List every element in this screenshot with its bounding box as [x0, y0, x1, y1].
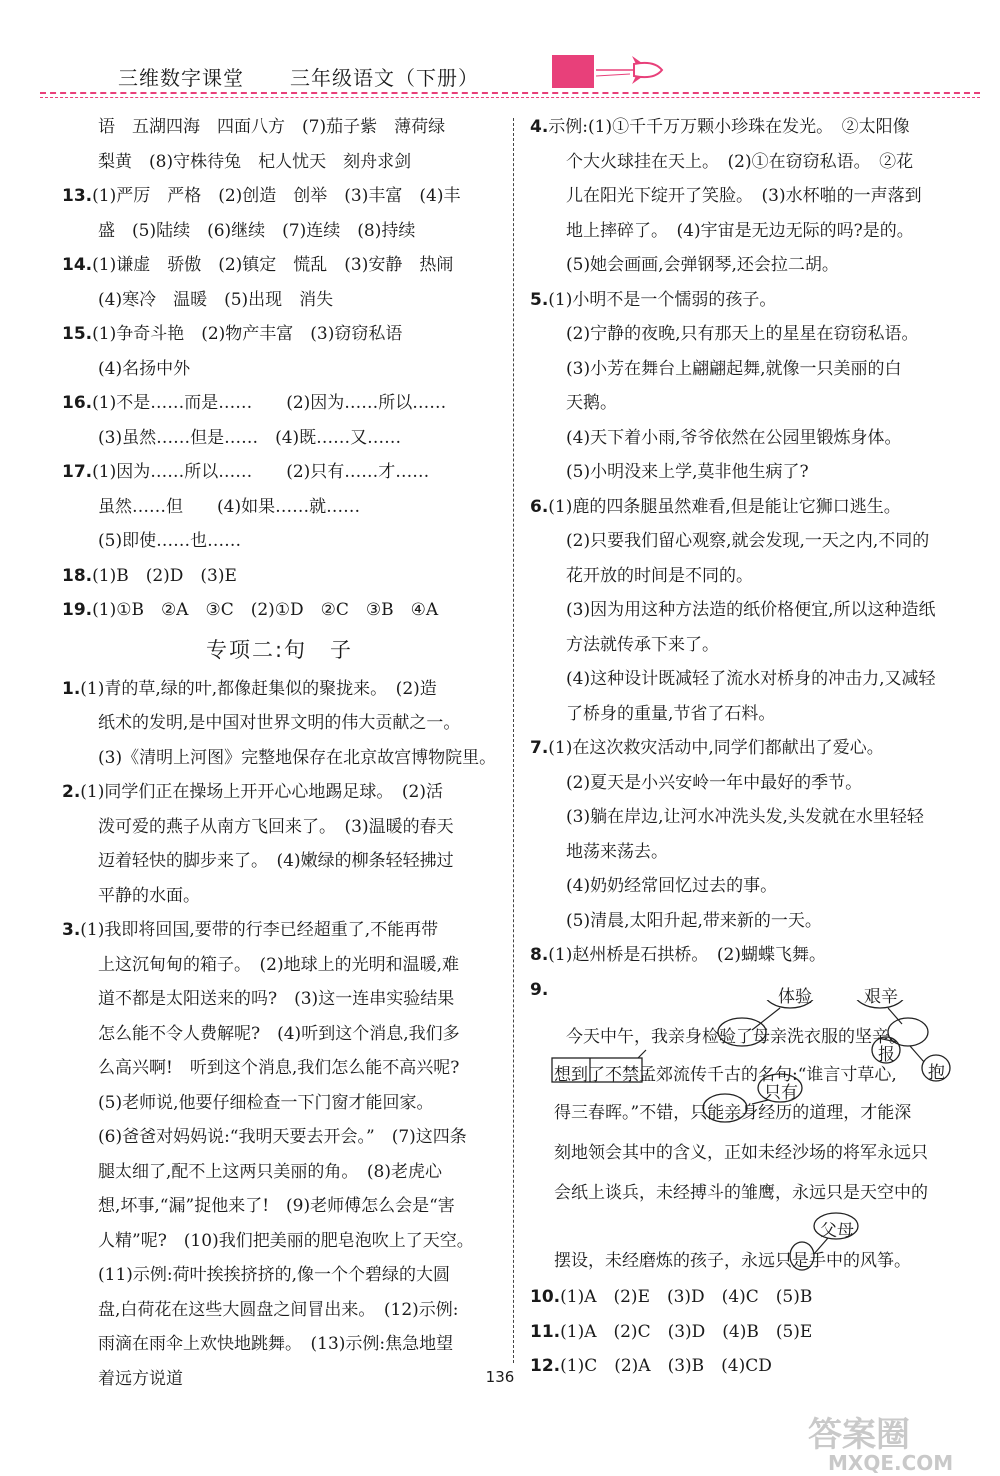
answer-line: (1)A (2)C (3)D (4)B (5)E: [560, 1321, 813, 1342]
answer-line: (1)我即将回国,要带的行李已经超重了,不能再带: [80, 920, 439, 940]
passage-line: 今天中午，我亲身检验了母亲洗衣服的坚辛。: [566, 1027, 906, 1047]
answer-line: (1)在这次救灾活动中,同学们都献出了爱心。: [548, 738, 884, 758]
correction-mark: 抱: [928, 1063, 945, 1083]
answer-line: (1)谦虚 骄傲 (2)镇定 慌乱 (3)安静 热闹: [92, 255, 454, 275]
answer-line: (5)老师说,他要仔细检查一下门窗才能回家。: [98, 1092, 434, 1113]
question-18: [62, 559, 497, 594]
question-number: 7.: [530, 738, 549, 758]
answer-line: (2)只要我们留心观察,就会发现,一天之内,不同的: [566, 531, 930, 551]
book-title: 三年级语文（下册）: [290, 66, 479, 90]
answer-line: (11)示例:荷叶挨挨挤挤的,像一个个碧绿的大圆: [98, 1265, 451, 1285]
question-17: [62, 455, 497, 559]
answer-line: (6)爸爸对妈妈说:“我明天要去开会。” (7)这四条: [98, 1127, 467, 1147]
header-divider: [40, 92, 980, 94]
question-number: 11.: [530, 1321, 561, 1342]
answer-line: (1)①B ②A ③C (2)①D ②C ③B ④A: [92, 600, 439, 620]
question-16: [62, 386, 497, 455]
sentence-question-4: [530, 110, 970, 283]
question-number: 9.: [530, 979, 549, 1000]
question-number: 19.: [62, 600, 93, 620]
answer-line: 花开放的时间是不同的。: [566, 565, 753, 586]
series-title: 三维数字课堂: [118, 66, 244, 90]
question-number: 10.: [530, 1287, 561, 1307]
answer-line: (3)躺在岸边,让河水冲洗头发,头发就在水里轻轻: [566, 807, 924, 827]
answer-line: 儿在阳光下绽开了笑脸。 (3)水杯啪的一声落到: [566, 186, 922, 206]
question-19: [62, 593, 497, 628]
sentence-question-6: [530, 490, 970, 732]
answer-line: 示例:(1)①千千万万颗小珍珠在发光。 ②太阳像: [548, 117, 910, 137]
answer-line: 人精”呢? (10)我们把美丽的肥皂泡吹上了天空。: [98, 1230, 474, 1251]
passage-line: 刻地领会其中的含义，正如未经沙场的将军永远只: [554, 1143, 928, 1163]
question-13: [62, 179, 497, 248]
sentence-question-2: [62, 775, 497, 913]
answer-line: (1)不是……而是…… (2)因为……所以……: [92, 393, 447, 413]
answer-line: (1)小明不是一个懦弱的孩子。: [548, 289, 777, 310]
question-number: 3.: [62, 920, 81, 940]
passage-line: 想到了不禁孟郊流传千古的名句:“谁言寸草心,: [554, 1065, 897, 1085]
answer-line: 天鹅。: [566, 393, 617, 413]
answer-line: (4)名扬中外: [98, 358, 191, 379]
question-number: 2.: [62, 782, 81, 802]
question-number: 12.: [530, 1356, 561, 1376]
answer-line: (1)B (2)D (3)E: [92, 565, 237, 586]
answer-line: 上这沉甸甸的箱子。 (2)地球上的光明和温暖,难: [98, 954, 459, 975]
left-column: [62, 110, 497, 1396]
sentence-question-7: [530, 731, 970, 938]
question-15: [62, 317, 497, 386]
pink-banner-block: [552, 55, 594, 88]
answer-line: 想,坏事,“漏”捉他来了! (9)老师傅怎么会是“害: [98, 1196, 455, 1216]
answer-line: 语 五湖四海 四面八方 (7)茄子紫 薄荷绿: [98, 117, 446, 137]
right-column: [530, 110, 970, 1007]
answer-line: (4)奶奶经常回忆过去的事。: [566, 876, 778, 896]
answer-line: (4)寒冷 温暖 (5)出现 消失: [98, 289, 334, 310]
answer-line: (1)因为……所以…… (2)只有……才……: [92, 462, 430, 482]
passage-line: 得三春晖。”不错，只能亲身经历的道理，才能深: [554, 1103, 912, 1123]
answer-line: 个大火球挂在天上。 (2)①在窃窃私语。 ②花: [566, 151, 914, 172]
proofreading-passage: [530, 987, 970, 1285]
answer-line: 泼可爱的燕子从南方飞回来了。 (3)温暖的春天: [98, 816, 454, 837]
correction-mark: 报: [878, 1045, 895, 1065]
answer-line: (5)她会画画,会弹钢琴,还会拉二胡。: [566, 255, 839, 275]
question-number: 15.: [62, 324, 93, 344]
question-number: 5.: [530, 289, 549, 310]
question-number: 6.: [530, 496, 549, 517]
answer-line: 方法就传承下来了。: [566, 634, 719, 655]
answer-line: (1)严厉 严格 (2)创造 创举 (3)丰富 (4)丰: [92, 186, 461, 206]
passage-line: 会纸上谈兵，未经搏斗的雏鹰，永远只是天空中的: [554, 1183, 928, 1203]
correction-mark: 体验: [778, 987, 812, 1007]
page-header: [0, 0, 1000, 100]
answer-line: (2)宁静的夜晚,只有那天上的星星在窃窃私语。: [566, 324, 919, 344]
correction-mark: 艰辛: [864, 987, 898, 1007]
answer-line: 了桥身的重量,节省了石料。: [566, 703, 776, 724]
answer-line: (1)同学们正在操场上开开心心地踢足球。 (2)活: [80, 782, 443, 802]
answer-line: (1)青的草,绿的叶,都像赶集似的聚拢来。 (2)造: [80, 678, 437, 699]
section-title: 专项二:句 子: [205, 637, 354, 662]
answer-line: 迈着轻快的脚步来了。 (4)嫩绿的柳条轻轻拂过: [98, 851, 454, 871]
answer-line: (5)即使……也……: [98, 531, 242, 551]
question-number: 8.: [530, 945, 549, 965]
answer-line: (1)争奇斗艳 (2)物产丰富 (3)窃窃私语: [92, 324, 403, 344]
question-14: [62, 248, 497, 317]
answer-line: (3)《清明上河图》完整地保存在北京故宫博物院里。: [98, 747, 497, 768]
answer-line: (5)小明没来上学,莫非他生病了?: [566, 462, 809, 482]
sentence-question-3: [62, 913, 497, 1396]
answer-line: (4)这种设计既减轻了流水对桥身的冲击力,又减轻: [566, 669, 936, 689]
answer-line: (1)A (2)E (3)D (4)C (5)B: [560, 1287, 813, 1307]
answer-line: (3)小芳在舞台上翩翩起舞,就像一只美丽的白: [566, 358, 902, 379]
answer-line: 雨滴在雨伞上欢快地跳舞。 (13)示例:焦急地望: [98, 1334, 454, 1354]
answer-line: (3)虽然……但是…… (4)既……又……: [98, 427, 402, 448]
answer-line: 腿太细了,配不上这两只美丽的角。 (8)老虎心: [98, 1161, 442, 1182]
answer-line: (5)清晨,太阳升起,带来新的一天。: [566, 910, 822, 931]
question-number: 13.: [62, 186, 93, 206]
answer-line: 纸术的发明,是中国对世界文明的伟大贡献之一。: [98, 713, 461, 733]
answer-line: 道不都是太阳送来的吗? (3)这一连串实验结果: [98, 989, 455, 1009]
answer-line: 怎么能不令人费解呢? (4)听到这个消息,我们多: [98, 1023, 460, 1044]
watermark-logo: [800, 1408, 990, 1474]
answer-line: 么高兴啊! 听到这个消息,我们怎么能不高兴呢?: [98, 1058, 460, 1078]
question-number: 1.: [62, 678, 81, 699]
header-divider-thin: [40, 97, 980, 98]
rocket-icon: [594, 50, 664, 90]
answer-line: (1)赵州桥是石拱桥。 (2)蝴蝶飞舞。: [548, 945, 826, 965]
question-number: 18.: [62, 565, 93, 586]
question-number: 14.: [62, 255, 93, 275]
answer-line: 虽然……但 (4)如果……就……: [98, 496, 361, 517]
question-number: 17.: [62, 462, 93, 482]
passage-line: 摆设，未经磨炼的孩子，永远只是手中的风筝。: [554, 1251, 911, 1271]
sentence-question-8: [530, 938, 970, 973]
column-divider: [513, 118, 514, 1363]
answer-line: 地上摔碎了。 (4)宇宙是无边无际的吗?是的。: [566, 220, 914, 241]
question-number: 4.: [530, 117, 549, 137]
answer-line: (3)因为用这种方法造的纸价格便宜,所以这种造纸: [566, 600, 936, 620]
sentence-question-1: [62, 672, 497, 776]
page-number: 136: [485, 1368, 515, 1386]
sentence-question-5: [530, 283, 970, 490]
answer-line: 地荡来荡去。: [566, 841, 668, 862]
correction-mark: 只有: [764, 1083, 798, 1103]
answer-line: (1)鹿的四条腿虽然难看,但是能让它狮口逃生。: [548, 496, 901, 517]
answer-line: 盘,白荷花在这些大圆盘之间冒出来。 (12)示例:: [98, 1299, 459, 1320]
answer-line: (1)C (2)A (3)B (4)CD: [560, 1356, 772, 1376]
watermark-url: MXQE.COM: [828, 1451, 954, 1474]
question-number: 16.: [62, 393, 93, 413]
answer-line: 梨黄 (8)守株待兔 杞人忧天 刻舟求剑: [98, 151, 412, 172]
watermark-text: 答案圈: [808, 1415, 910, 1455]
answer-line: 平静的水面。: [98, 885, 200, 906]
answer-line: (4)天下着小雨,爷爷依然在公园里锻炼身体。: [566, 427, 902, 448]
correction-mark: 父母: [820, 1221, 854, 1241]
answer-line: (2)夏天是小兴安岭一年中最好的季节。: [566, 772, 863, 793]
answer-line: 着远方说道: [98, 1368, 183, 1389]
answer-line: 盛 (5)陆续 (6)继续 (7)连续 (8)持续: [98, 220, 416, 241]
